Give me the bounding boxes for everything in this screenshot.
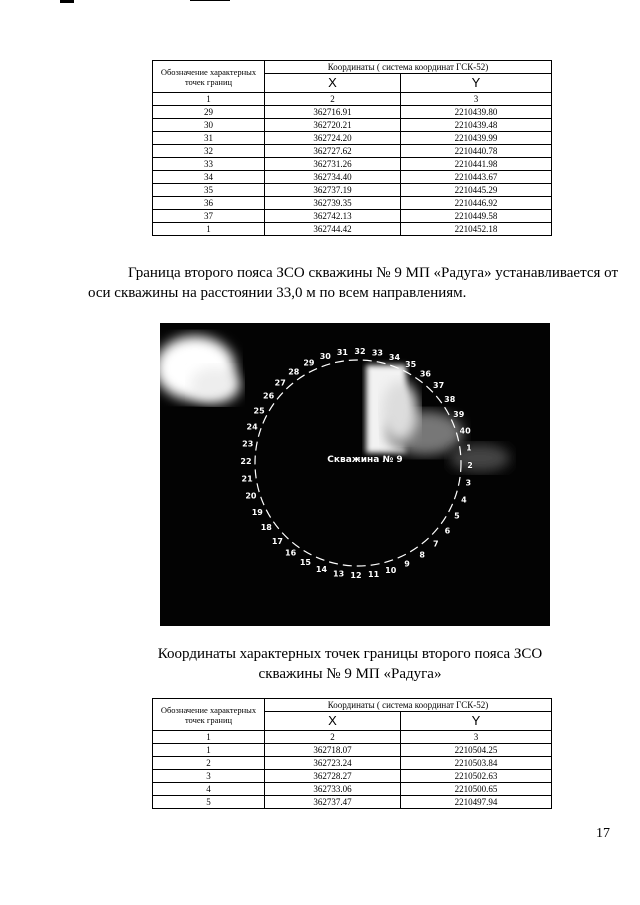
cell-x: 2 [265,93,401,106]
table-row [153,171,552,184]
table-row [153,210,552,223]
boundary-point-label: 12 [350,571,362,580]
boundary-point-label: 16 [285,548,297,558]
cell-y: 2210503.84 [401,757,552,770]
cell-y: 3 [401,93,552,106]
table-row [153,132,552,145]
cell-point: 34 [153,171,265,184]
boundary-point-label: 28 [288,367,300,377]
cell-y: 2210497.94 [401,796,552,809]
boundary-point-label: 10 [385,566,397,576]
scan-artifact [190,0,230,1]
header-x: X [265,74,401,93]
boundary-point-label: 11 [368,569,380,579]
cell-y: 2210443.67 [401,171,552,184]
column-index-row [153,93,552,106]
cell-x: 362737.47 [265,796,401,809]
scan-artifact [60,0,74,3]
cell-x: 362734.40 [265,171,401,184]
cell-point: 2 [153,757,265,770]
boundary-point-label: 9 [404,559,410,569]
boundary-point-label: 26 [263,391,275,401]
boundary-point-label: 17 [271,536,283,546]
cell-y: 3 [401,731,552,744]
boundary-point-label: 32 [354,347,366,356]
cell-x: 362744.42 [265,223,401,236]
table-row [153,757,552,770]
boundary-point-label: 2 [467,461,473,470]
table-row [153,796,552,809]
table-row [153,184,552,197]
boundary-point-label: 7 [433,539,439,549]
header-y: Y [401,74,552,93]
table-row [153,158,552,171]
cell-x: 362728.27 [265,770,401,783]
table-caption: Координаты характерных точек границы второго пояса ЗСО скважины № 9 МП «Радуга» [157,646,543,682]
boundary-point-label: 1 [466,443,472,453]
cell-point: 31 [153,132,265,145]
boundary-point-label: 14 [315,564,328,574]
cell-x: 362733.06 [265,783,401,796]
boundary-point-label: 27 [274,378,286,388]
boundary-point-label: 36 [419,369,431,379]
boundary-point-label: 21 [241,474,253,484]
table-body [153,731,552,809]
boundary-point-label: 6 [444,526,451,536]
cell-point: 32 [153,145,265,158]
cell-y: 2210502.63 [401,770,552,783]
header-x: X [265,712,401,731]
boundary-point-label: 13 [333,569,345,579]
cell-point: 29 [153,106,265,119]
header-coordinates-group: Координаты ( система координат ГСК-52) [265,699,552,712]
table-row [153,197,552,210]
cell-point: 37 [153,210,265,223]
table-row [153,119,552,132]
cell-y: 2210445.29 [401,184,552,197]
table-body [153,93,552,236]
cell-point: 1 [153,223,265,236]
cell-x: 362718.07 [265,744,401,757]
boundary-point-label: 35 [405,360,417,370]
cell-x: 2 [265,731,401,744]
boundary-paragraph: Граница второго пояса ЗСО скважины № 9 МП «Радуга» устанавливается от оси скважины на расстоянии 33,0 м по всем направлениям. [88,265,618,301]
cell-point: 33 [153,158,265,171]
table-row [153,783,552,796]
boundary-point-label: 29 [303,358,315,368]
boundary-point-label: 8 [419,550,425,560]
cell-point: 3 [153,770,265,783]
table-row [153,223,552,236]
well-zone-map [160,323,550,626]
cell-y: 2210439.80 [401,106,552,119]
cell-point: 36 [153,197,265,210]
well-label: Скважина № 9 [327,455,403,465]
cell-x: 362727.62 [265,145,401,158]
cell-y: 2210440.78 [401,145,552,158]
cell-x: 362739.35 [265,197,401,210]
header-coordinates-group: Координаты ( система координат ГСК-52) [265,61,552,74]
cell-y: 2210504.25 [401,744,552,757]
cell-point: 35 [153,184,265,197]
boundary-point-label: 34 [388,353,401,363]
boundary-point-label: 40 [459,426,471,436]
boundary-point-label: 22 [240,457,252,466]
boundary-point-label: 37 [433,381,445,391]
cell-x: 362720.21 [265,119,401,132]
boundary-point-label: 15 [299,557,311,567]
cell-y: 2210449.58 [401,210,552,223]
cell-point: 1 [153,731,265,744]
cell-x: 362742.13 [265,210,401,223]
table-row [153,145,552,158]
boundary-point-label: 23 [242,439,254,449]
boundary-point-label: 18 [260,523,272,533]
coordinates-table-bottom [152,698,552,809]
cell-y: 2210500.65 [401,783,552,796]
boundary-point-label: 24 [246,422,258,432]
cell-point: 1 [153,744,265,757]
boundary-point-label: 5 [454,511,460,521]
cell-x: 362731.26 [265,158,401,171]
table-row [153,770,552,783]
header-point-label: Обозначение характерных точек границ [153,61,265,93]
cell-point: 5 [153,796,265,809]
boundary-point-label: 25 [253,406,265,416]
boundary-point-label: 3 [465,478,472,488]
cell-point: 30 [153,119,265,132]
boundary-point-label: 33 [371,348,383,358]
cell-point: 4 [153,783,265,796]
header-y: Y [401,712,552,731]
cell-y: 2210439.99 [401,132,552,145]
cell-y: 2210446.92 [401,197,552,210]
boundary-point-label: 19 [251,508,263,518]
boundary-point-label: 38 [444,394,456,404]
boundary-point-label: 4 [461,495,467,505]
cell-point: 1 [153,93,265,106]
cell-x: 362724.20 [265,132,401,145]
cell-x: 362737.19 [265,184,401,197]
table-row [153,106,552,119]
boundary-point-label: 20 [245,491,257,501]
table-row [153,744,552,757]
page-number: 17 [596,826,610,841]
cell-y: 2210439.48 [401,119,552,132]
header-point-label: Обозначение характерных точек границ [153,699,265,731]
cell-x: 362716.91 [265,106,401,119]
boundary-point-label: 30 [319,351,331,361]
coordinates-table-top [152,60,552,236]
column-index-row [153,731,552,744]
cell-y: 2210452.18 [401,223,552,236]
boundary-point-label: 31 [336,348,348,358]
boundary-point-label: 39 [453,409,465,419]
cell-y: 2210441.98 [401,158,552,171]
cell-x: 362723.24 [265,757,401,770]
